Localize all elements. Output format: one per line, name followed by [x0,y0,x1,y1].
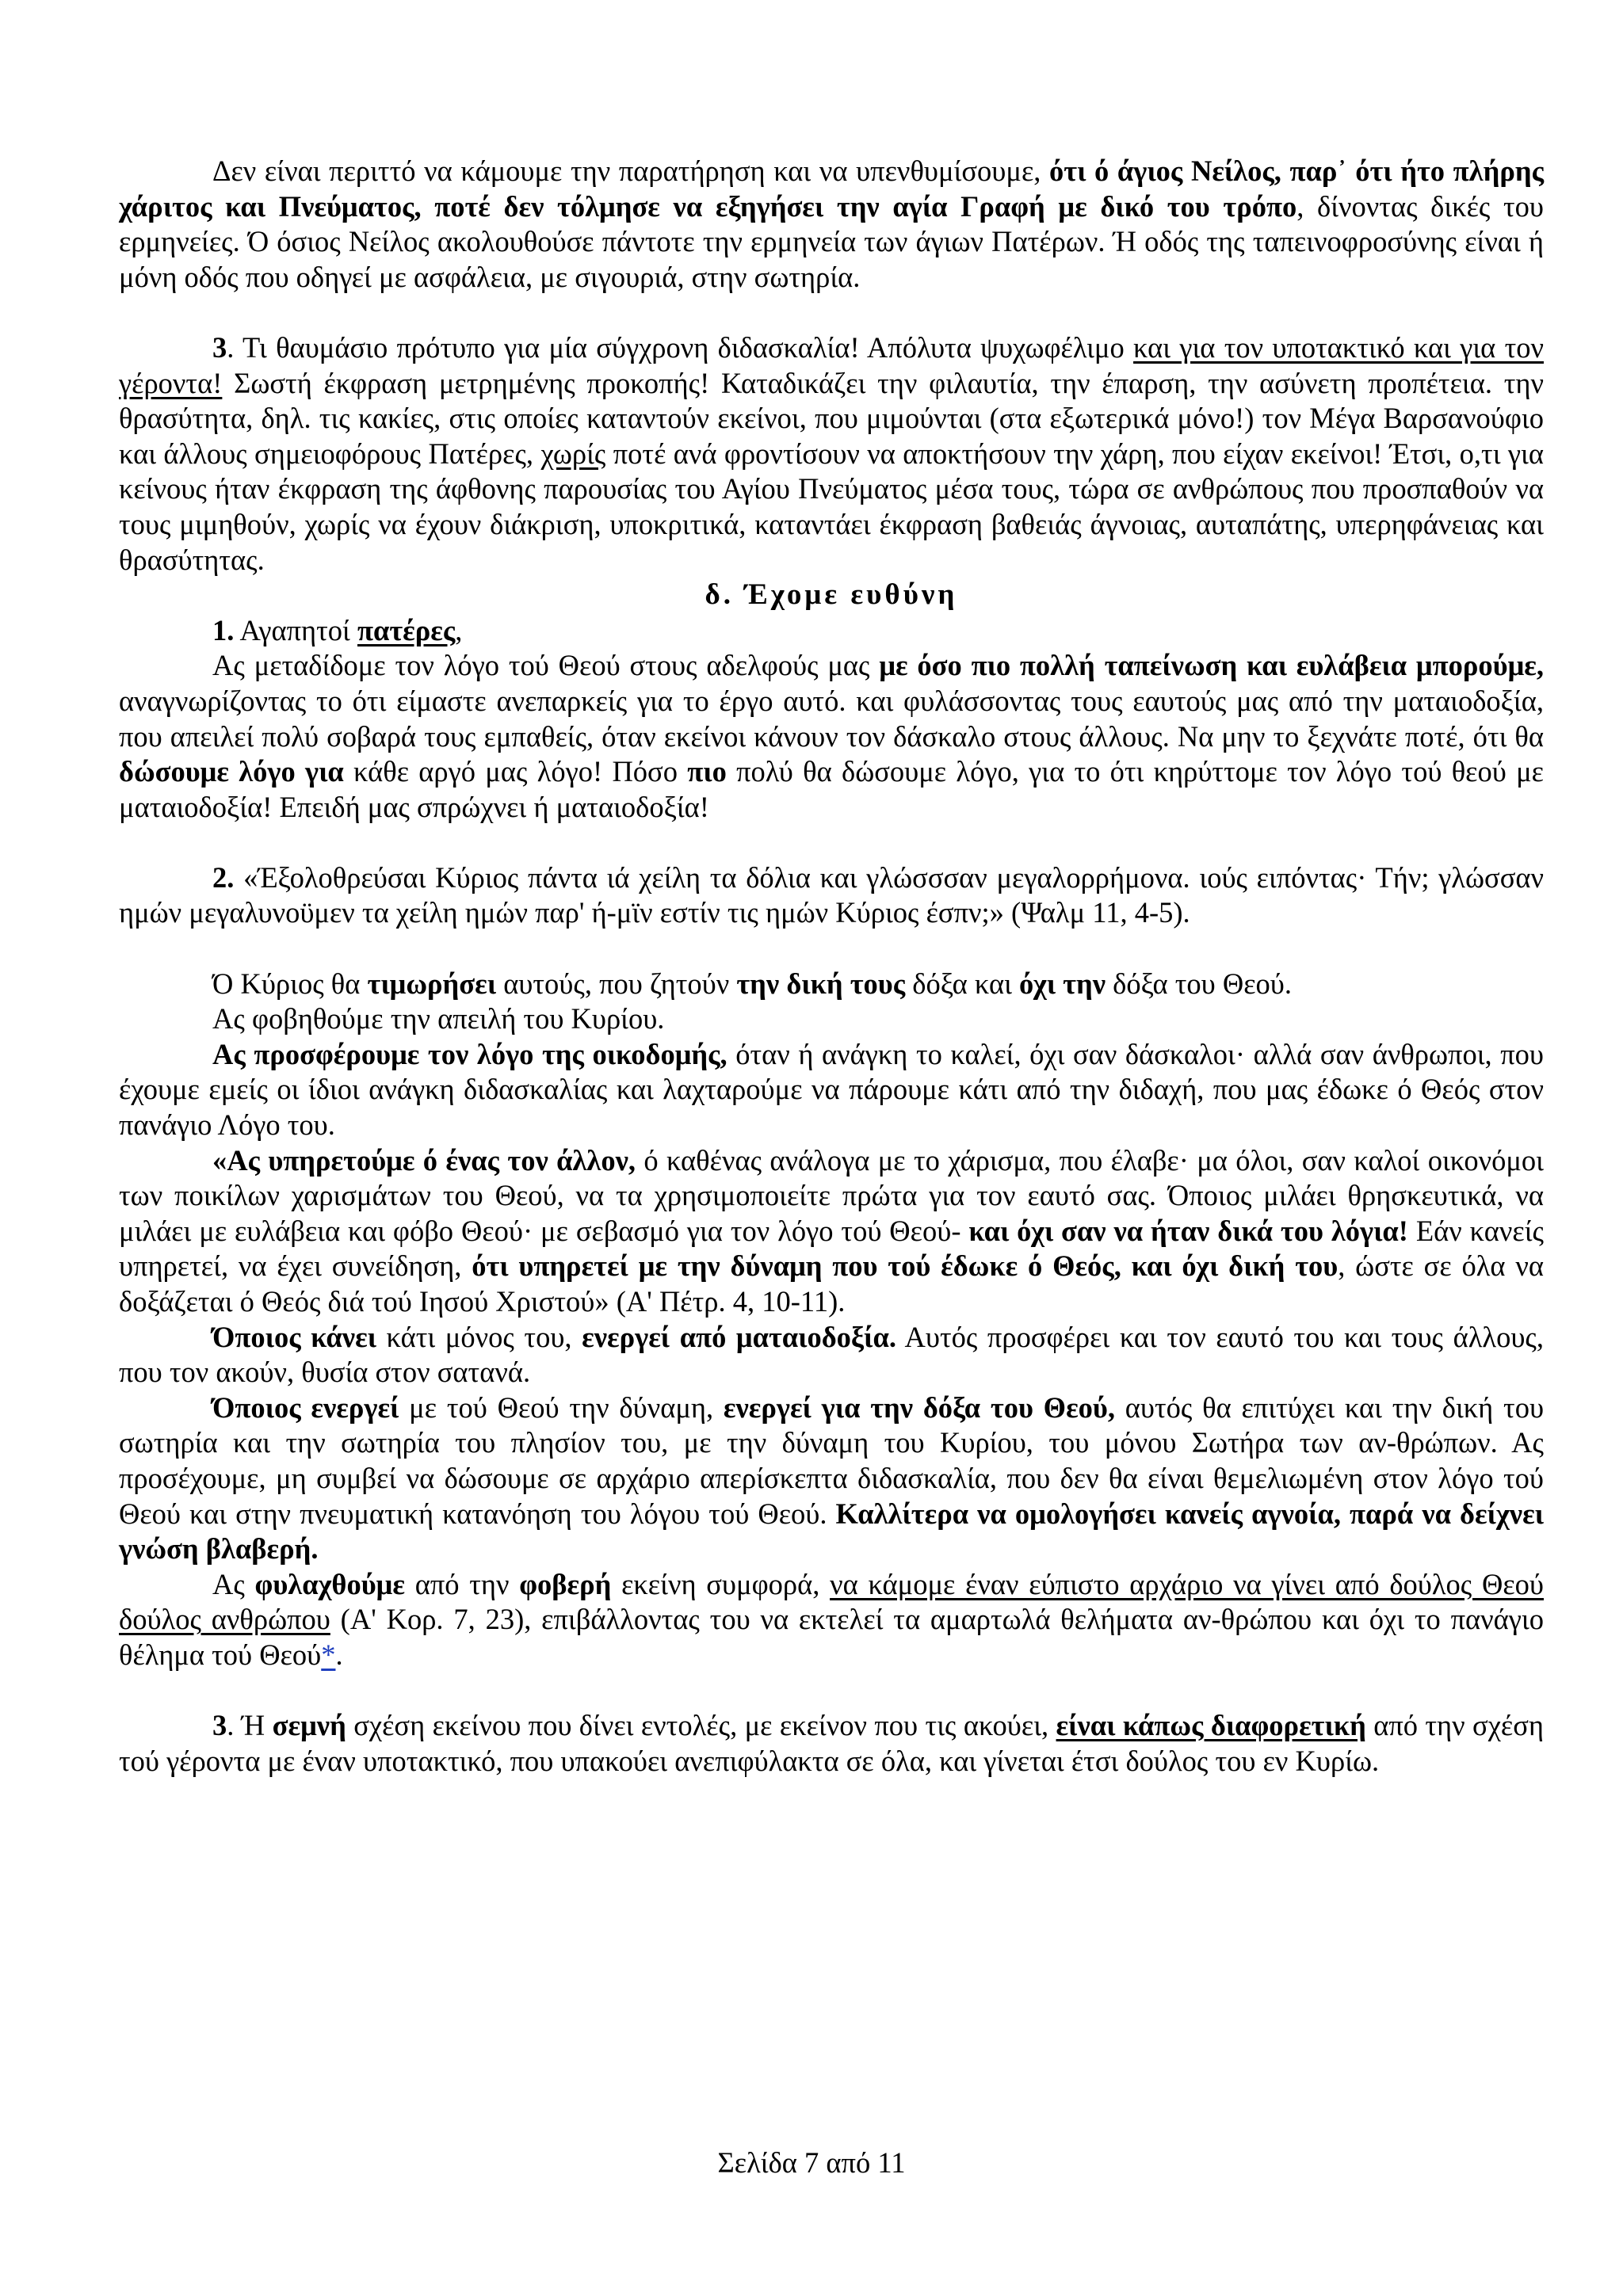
text-run: πιο [687,755,727,788]
text-run: αυτούς, που ζητούν [496,967,737,1000]
paragraph [119,1567,1544,1673]
text-run: ενεργεί για την δόξα του Θεού, [723,1390,1115,1424]
text-run: Δεν είναι περιττό να κάμουμε την παρατήρηση και να υπενθυμίσουμε, [212,154,1050,187]
text-run: αναγνωρίζοντας το ότι είμαστε ανεπαρκείς για το έργο αυτό. και φυλάσσοντας τους εαυτούς μας από την ματαιοδοξία, που απειλεί πολύ σοβαρά τους εμπαθείς, όταν εκείνοι κάνουν τον δάσκαλο στους άλλους. Να μην το ξεχνάτε ποτέ, ότι θα [119,684,1544,753]
text-run: Όποιος ενεργεί [212,1390,399,1424]
text-run: Καλλίτερα να ομολογήσει κανείς αγνοία, παρά να δείχνει γνώση βλαβερή. [119,1497,1544,1566]
text-run: είναι κάπως διαφορετική [1056,1709,1366,1742]
text-run: Ας [212,1567,255,1600]
text-run: «Έξολοθρεύσαι Κύριος πάντα ιά χείλη τα δόλια και γλώσσσαν μεγαλορρήμονα. ιούς ειπόντας· Τήν; γλώσσαν ημών μεγαλυνοϋμεν τα χείλη ημών παρ' ή-μϊν εστίν τις ημών Κύριος έσπν;» (Ψαλμ 11, 4-5). [119,860,1544,929]
text-run: . Τι θαυμάσιο πρότυπο για μία σύγχρονη διδασκαλία! Απόλυτα ψυχωφέλιμο [227,330,1134,364]
paragraph [119,1708,1544,1779]
document-body [119,154,1544,1779]
text-run: πατέρες [357,613,456,646]
text-run: και όχι σαν να ήταν δικά του λόγια! [968,1214,1408,1247]
text-run: ό καθένας ανάλογα με το χάρισμα, που έλαβε· μα όλοι, σαν καλοί οικονόμοι των ποικίλων χαρισμάτων του Θεού, να τα χρησιμοποιείτε πρώτα για τον εαυτό σας. Όποιος μιλάει θρησκευτικά, να μιλάει με ευλάβεια και φόβο Θεού· με σεβασμό για τον λόγο τού Θεού- [119,1143,1544,1247]
text-run: Ας προσφέρουμε τον λόγο της οικοδομής, [212,1037,727,1070]
text-run: (Α' Κορ. 7, 23), επιβάλλοντας του να εκτελεί τα αμαρτωλά θελήματα αν-θρώπου και όχι το πανάγιο θέλημα τού Θεού [119,1603,1544,1671]
text-run: πολύ θα δώσουμε λόγο, για το ότι κηρύττομε τον λόγο τού θεού με ματαιοδοξία! Επειδή μας σπρώχνει ή ματαιοδοξία! [119,755,1544,823]
text-run: , ώστε σε όλα να δοξάζεται ό Θεός διά τού Ιησού Χριστού» (Α' Πέτρ. 4, 10-11). [119,1249,1544,1318]
text-run: Ας φοβηθούμε την απειλή του Κυρίου. [212,1002,665,1035]
text-run: 1. [212,613,235,646]
text-run: με όσο πιο πολλή ταπείνωση και ευλάβεια μπορούμε, [879,649,1544,682]
footnote-link[interactable]: * [321,1638,336,1671]
section-heading: δ. Έχομε ευθύνη [705,578,958,612]
paragraph [119,1390,1544,1567]
section-paragraphs [119,613,1544,1779]
text-run: χωρίς [540,437,606,470]
text-run: , δίνοντας δικές του ερμηνείες. Ό όσιος Νείλος ακολουθούσε πάντοτε την ερμηνεία των άγιων Πατέρων. Ή οδός της ταπεινοφροσύνης είναι ή μόνη οδός που οδηγεί με ασφάλεια, με σιγουριά, στην σωτηρία. [119,189,1544,293]
text-run: όταν ή ανάγκη το καλεί, όχι σαν δάσκαλοι· αλλά σαν άνθρωποι, που έχουμε εμείς οι ίδιοι ανάγκη διδασκαλίας και λαχταρούμε να πάρουμε κάτι από την διδαχή, που μας έδωκε ό Θεός στον πανάγιο Λόγο του. [119,1037,1544,1142]
text-run: κάθε αργό μας λόγο! Πόσο [343,755,688,788]
text-run: τιμωρήσει [367,967,497,1000]
text-run: σχέση εκείνου που δίνει εντολές, με εκείνον που τις ακούει, [346,1709,1056,1742]
paragraph [119,613,1544,649]
text-run: από την σχέση τού γέροντα με έναν υποτακτικό, που υπακούει ανεπιφύλακτα σε όλα, και γίνεται έτσι δούλος του εν Κυρίω. [119,1709,1544,1777]
text-run: Σωστή έκφραση μετρημένης προκοπής! Καταδικάζει την φιλαυτία, την έπαρση, την ασύνετη προπέτεια. την θρασύτητα, δηλ. τις κακίες, στις οποίες καταντούν εκείνοι, που μιμούνται (στα εξωτερικά μόνο!) τον Μέγα Βαρσανούφιο και άλλους σημειοφόρους Πατέρες, [119,366,1544,470]
text-run: ότι ό άγιος Νείλος, παρ᾽ ότι ήτο πλήρης χάριτος και Πνεύματος, ποτέ δεν τόλμησε να εξηγήσει την αγία Γραφή με δικό του τρόπο [119,154,1544,223]
paragraph [119,1320,1544,1390]
intro-paragraphs [119,154,1544,578]
text-run: Ό Κύριος θα [212,967,368,1000]
text-run: . [335,1638,343,1671]
page-number: Σελίδα 7 από 11 [717,2146,906,2179]
text-run: αυτός θα επιτύχει και την δική του σωτηρία και την σωτηρία του πλησίον του, με την δύναμη του Κυρίου, του μόνου Σωτήρα των αν-θρώπων. Ας προσέχουμε, μη συμβεί να δώσουμε σε αρχάριο απερίσκεπτα διδασκαλία, που δεν θα είναι θεμελιωμένη στον λόγο τού Θεού και στην πνευματική κατανόηση του λόγου τού Θεού. [119,1390,1545,1530]
text-run: δόξα του Θεού. [1106,967,1292,1000]
text-run: 2. [212,860,235,894]
text-run: Αγαπητοί [234,613,357,646]
paragraph [119,154,1544,295]
paragraph [119,330,1544,578]
text-run: 3 [212,330,227,364]
text-run: φυλαχθούμε [254,1567,405,1600]
paragraph [119,648,1544,825]
text-run: την δική τους [736,967,906,1000]
text-run: δώσουμε λόγο για [119,755,344,788]
text-run: όχι την [1019,967,1106,1000]
text-run: Όποιος κάνει [212,1320,376,1353]
paragraph [119,1037,1544,1143]
text-run: κάτι μόνος του, [376,1320,582,1353]
text-run: 3 [212,1709,227,1742]
text-run: Εάν κανείς υπηρετεί, να έχει συνείδηση, [119,1214,1544,1283]
paragraph [119,1143,1544,1320]
text-run: , [455,613,463,646]
paragraph [119,860,1544,931]
text-run: να κάμομε έναν εύπιστο αρχάριο να γίνει από δούλος Θεού δούλος ανθρώπου [119,1567,1544,1636]
text-run: με τού Θεού την δύναμη, [399,1390,724,1424]
paragraph [119,967,1544,1002]
text-run: Αυτός προσφέρει και τον εαυτό του και τους άλλους, που τον ακούν, θυσία στον σατανά. [119,1320,1545,1389]
text-run: ότι υπηρετεί με την δύναμη που τού έδωκε ό Θεός, και όχι δική του [472,1249,1338,1283]
text-run: ποτέ ανά φροντίσουν να αποκτήσουν την χάρη, που είχαν εκείνοι! Έτσι, ο,τι για κείνους ήταν έκφραση της άφθονης παρουσίας του Αγίου Πνεύματος μέσα τους, τώρα σε ανθρώπους που προσπαθούν να τους μιμηθούν, χωρίς να έχουν διάκριση, υποκριτικά, καταντάει έκφραση βαθειάς άγνοιας, αυταπάτης, υπερηφάνειας και θρασύτητας. [119,437,1544,576]
text-run: και για τον υποτακτικό και για τον γέροντα! [119,330,1544,399]
text-run: φοβερή [519,1567,612,1600]
text-run: σεμνή [272,1709,346,1742]
text-run: «Ας υπηρετούμε ό ένας τον άλλον, [212,1143,636,1177]
paragraph [119,1001,1544,1037]
text-run: εκείνη συμφορά, [611,1567,831,1600]
text-run: από την [404,1567,520,1600]
text-run: ενεργεί από ματαιοδοξία. [582,1320,896,1353]
text-run: Ας μεταδίδομε τον λόγο τού Θεού στους αδελφούς μας [212,649,880,682]
text-run: δόξα και [905,967,1020,1000]
text-run: . Ή [227,1709,273,1742]
